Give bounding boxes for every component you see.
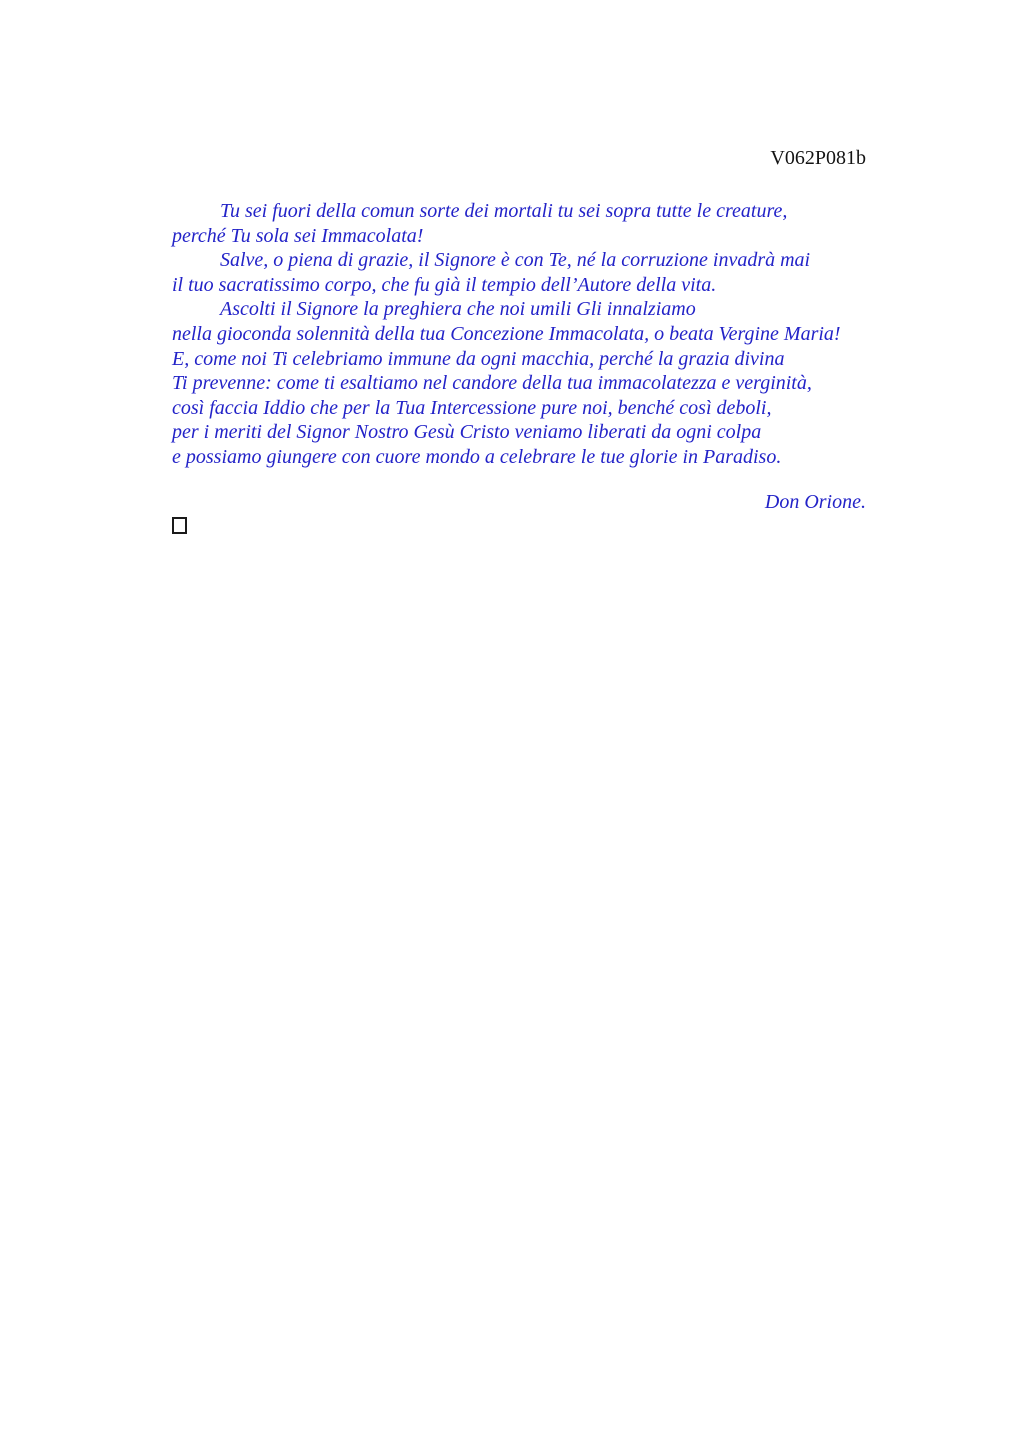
prayer-line: E, come noi Ti celebriamo immune da ogni macchia, perché la grazia divina (172, 347, 785, 370)
prayer-line: Tu sei fuori della comun sorte dei mortali tu sei sopra tutte le creature, (220, 200, 788, 222)
signature-text: Don Orione. (764, 490, 866, 513)
document-id-label: V062P081b (770, 147, 866, 169)
prayer-line: così faccia Iddio che per la Tua Intercessione pure noi, benché così deboli, (172, 396, 772, 419)
prayer-line: e possiamo giungere con cuore mondo a celebrare le tue glorie in Paradiso. (172, 445, 782, 468)
prayer-line: il tuo sacratissimo corpo, che fu già il tempio dell’Autore della vita. (172, 273, 717, 296)
prayer-line: nella gioconda solennità della tua Concezione Immacolata, o beata Vergine Maria! (172, 322, 841, 345)
empty-square-glyph-icon (172, 517, 187, 534)
page-content (172, 146, 866, 537)
prayer-line: Ascolti il Signore la preghiera che noi umili Gli innalziamo (220, 298, 696, 321)
prayer-line: Salve, o piena di grazie, il Signore è con Te, né la corruzione invadrà mai (220, 249, 811, 272)
square-glyph-row (172, 517, 866, 537)
prayer-line: perché Tu sola sei Immacolata! (172, 224, 424, 247)
prayer-line: per i meriti del Signor Nostro Gesù Cristo veniamo liberati da ogni colpa (172, 421, 762, 444)
prayer-line: Ti prevenne: come ti esaltiamo nel candore della tua immacolatezza e verginità, (172, 372, 812, 395)
prayer-text-block (172, 199, 866, 470)
